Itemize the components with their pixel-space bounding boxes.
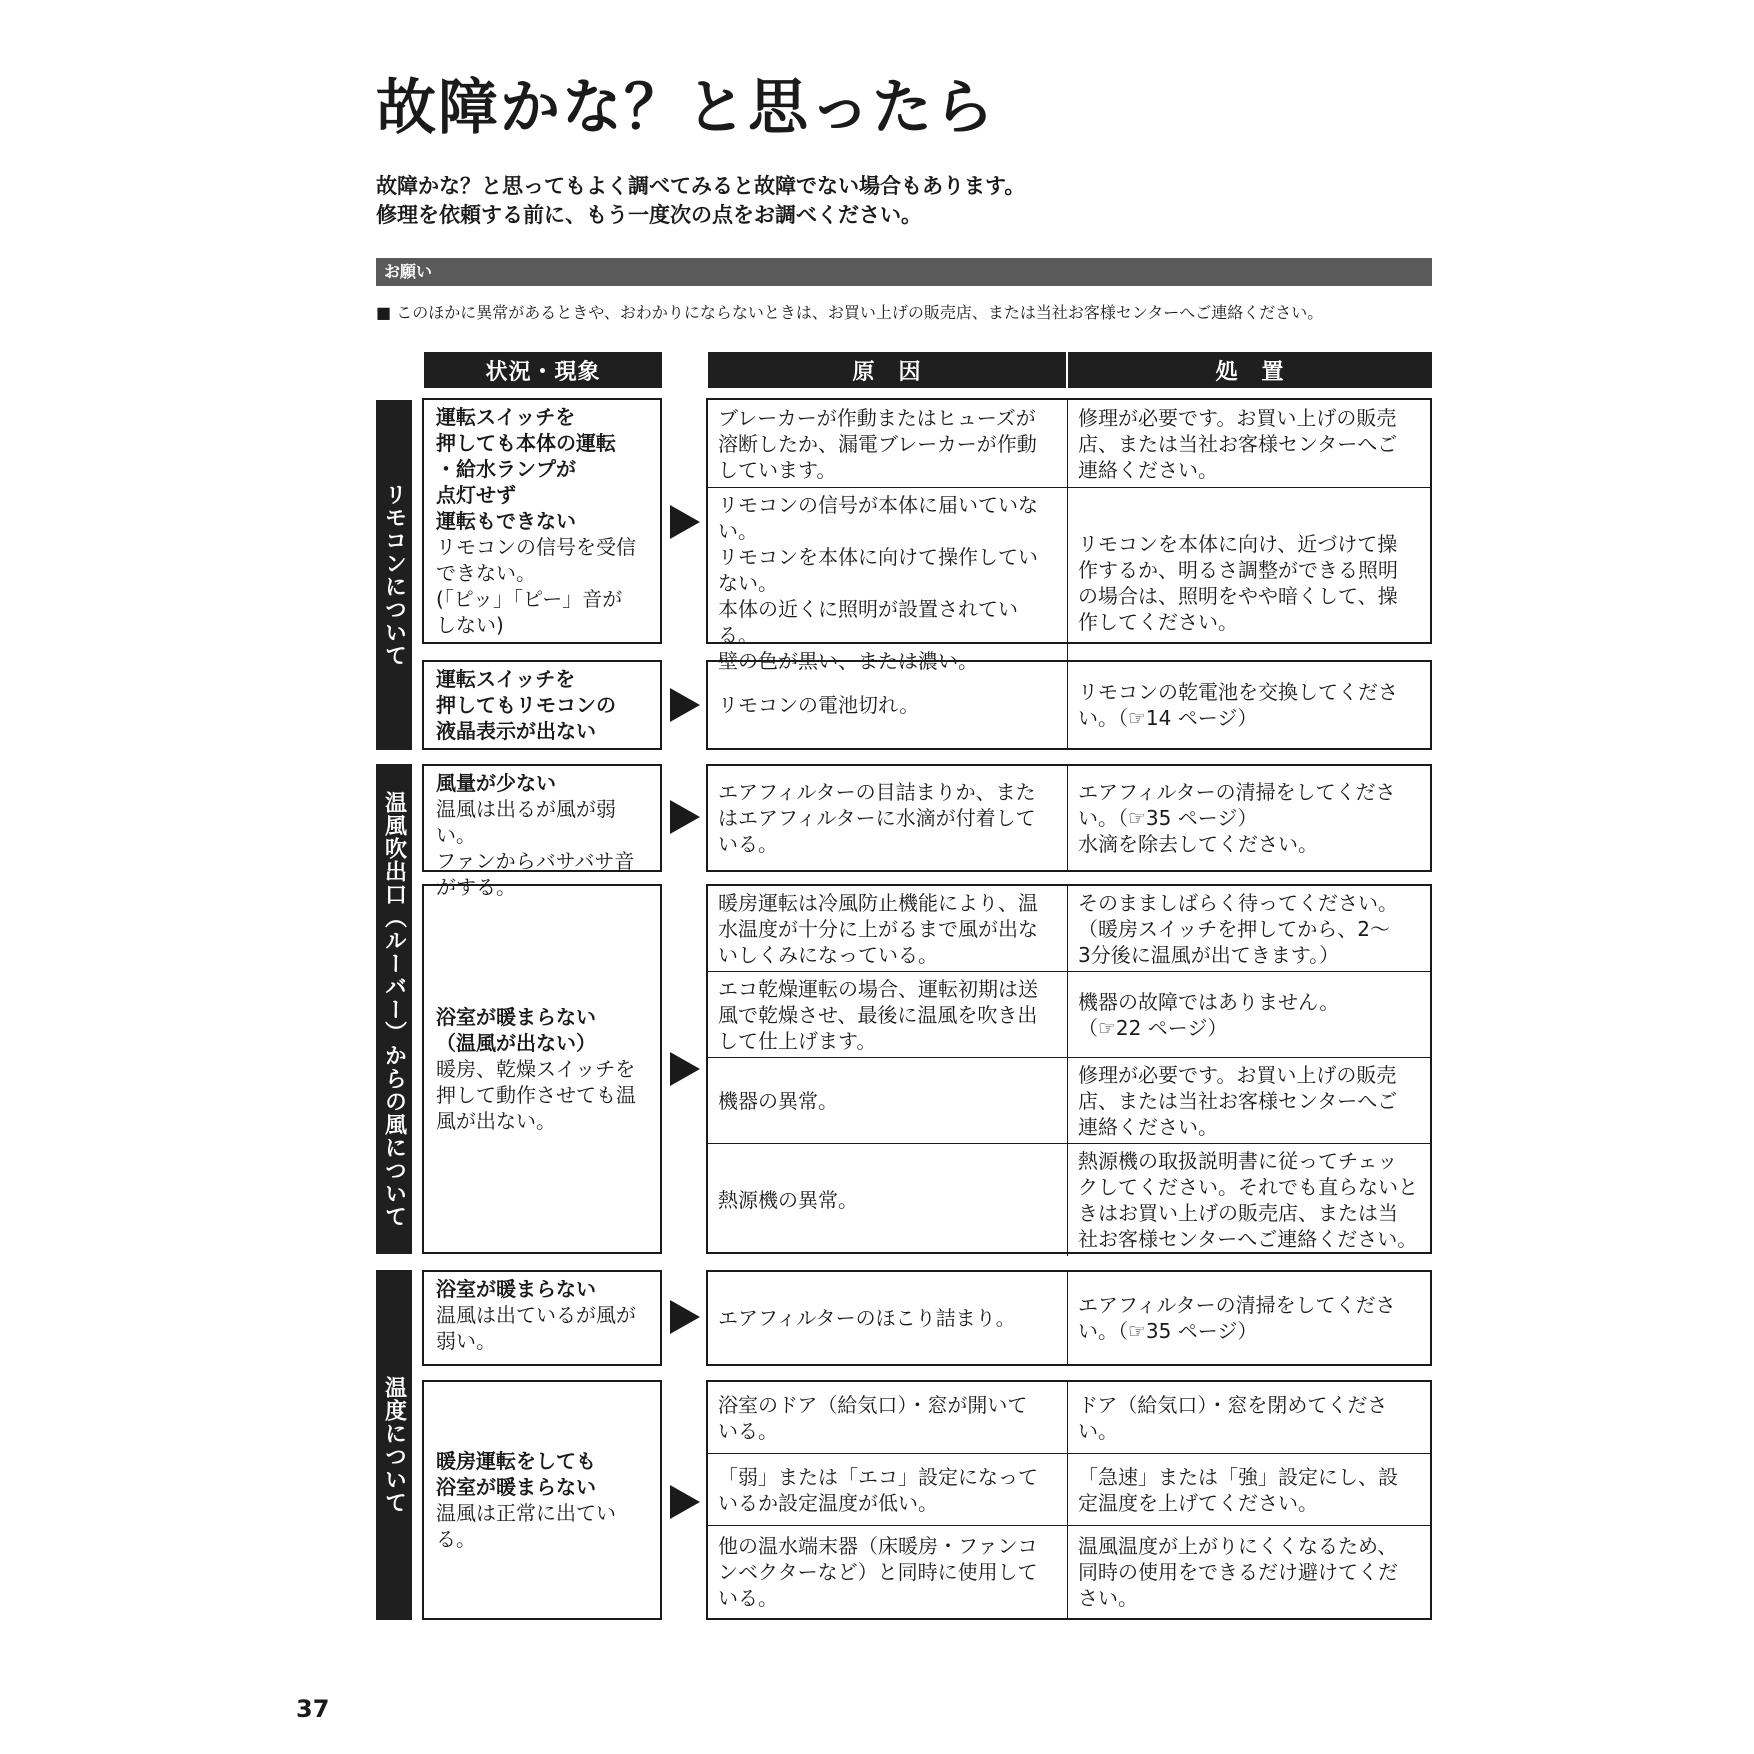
symptom-note: 温風は出るが風が弱い。 ファンからバサバサ音 がする。 (436, 797, 635, 899)
symptom-box (422, 884, 662, 1254)
cause-cell: 「弱」または「エコ」設定になって いるか設定温度が低い。 (708, 1454, 1068, 1526)
arrow-icon (670, 1052, 700, 1086)
section-label-airflow: 温風吹出口（ルーバー）からの風について (376, 764, 412, 1254)
remedy-cell: リモコンの乾電池を交換してくださ い。（☞14 ページ） (1078, 680, 1398, 730)
remedy-cell: 「急速」または「強」設定にし、設 定温度を上げてください。 (1068, 1454, 1430, 1526)
symptom-box (422, 764, 662, 899)
cause-cell: 熱源機の異常。 (708, 1144, 1068, 1256)
section-label-temperature: 温度について (376, 1270, 412, 1620)
symptom-title: 運転スイッチを 押しても本体の運転 ・給水ランプが 点灯せず 運転もできない (436, 405, 616, 533)
intro-line-2: 修理を依頼する前に、もう一度次の点をお調べください。 (376, 203, 922, 227)
remedy-cell: 修理が必要です。お買い上げの販売 店、または当社お客様センターへご 連絡ください。 (1068, 400, 1430, 488)
intro-line-1: 故障かな？と思ってもよく調べてみると故障でない場合もあります。 (376, 174, 1026, 198)
symptom-note: 温風は出ているが風が 弱い。 (436, 1303, 636, 1353)
symptom-title: 浴室が暖まらない (436, 1277, 596, 1301)
header-symptom: 状況・現象 (424, 352, 662, 388)
symptom-note: 温風は正常に出ている。 (436, 1501, 616, 1551)
cause-cell: エアフィルターの目詰まりか、また はエアフィルターに水滴が付着して いる。 (708, 766, 1068, 870)
cause-cell: リモコンの電池切れ。 (708, 662, 1068, 748)
symptom-box (422, 1270, 662, 1366)
arrow-icon (670, 1485, 700, 1519)
cause-remedy-table (706, 1270, 1432, 1366)
cause-cell: 他の温水端末器（床暖房・ファンコ ンベクターなど）と同時に使用して いる。 (708, 1526, 1068, 1618)
remedy-cell: 温風温度が上がりにくくなるため、 同時の使用をできるだけ避けてくだ さい。 (1078, 1534, 1398, 1610)
symptom-note: リモコンの信号を受信 できない。 (「ピッ」「ピー」音が しない) (436, 535, 636, 637)
page-title: 故障かな？と思ったら (376, 73, 996, 143)
cause-cell: エアフィルターのほこり詰まり。 (708, 1272, 1068, 1364)
cause-remedy-table (706, 884, 1432, 1254)
symptom-title: 運転スイッチを 押してもリモコンの 液晶表示が出ない (436, 667, 616, 743)
page-number: 37 (296, 1695, 330, 1723)
symptom-title: 風量が少ない (436, 771, 556, 795)
arrow-icon (670, 688, 700, 722)
symptom-title: 暖房運転をしても 浴室が暖まらない (436, 1449, 596, 1499)
cause-cell: 機器の異常。 (708, 1058, 1068, 1144)
remedy-cell: 熱源機の取扱説明書に従ってチェッ クしてください。それでも直らないと きはお買い上げの販売店、または当 社お客様センターへご連絡ください。 (1078, 1149, 1418, 1251)
section-label-remote: リモコンについて (376, 400, 412, 750)
remedy-cell: 修理が必要です。お買い上げの販売 店、または当社お客様センターへご 連絡ください。 (1068, 1058, 1430, 1144)
remedy-cell: エアフィルターの清掃をしてくださ い。（☞35 ページ） (1078, 1293, 1396, 1343)
remedy-cell: ドア（給気口）・窓を閉めてください。 (1068, 1382, 1430, 1454)
symptom-box (422, 398, 662, 644)
header-cause: 原 因 (708, 352, 1066, 388)
cause-remedy-table (706, 1380, 1432, 1620)
symptom-box (422, 660, 662, 750)
symptom-title: 浴室が暖まらない （温風が出ない） (436, 1005, 596, 1055)
cause-remedy-table (706, 764, 1432, 872)
header-remedy: 処 置 (1068, 352, 1432, 388)
arrow-icon (670, 505, 700, 539)
notice-text: ■ このほかに異常があるときや、おわかりにならないときは、お買い上げの販売店、または当社お客様センターへご連絡ください。 (376, 303, 1324, 322)
symptom-note: 暖房、乾燥スイッチを 押して動作させても温 風が出ない。 (436, 1057, 636, 1133)
cause-cell: リモコンの信号が本体に届いていない。 リモコンを本体に向けて操作していない。 本体の近くに照明が設置されている。 壁の色が黒い、または濃い。 (708, 488, 1068, 678)
cause-cell: 浴室のドア（給気口）・窓が開いて いる。 (708, 1382, 1068, 1454)
arrow-icon (670, 800, 700, 834)
cause-cell: ブレーカーが作動またはヒューズが 溶断したか、漏電ブレーカーが作動 しています。 (708, 400, 1068, 488)
remedy-cell: リモコンを本体に向け、近づけて操 作するか、明るさ調整ができる照明 の場合は、照明をやや暗くして、操 作してください。 (1078, 532, 1398, 634)
remedy-cell: 機器の故障ではありません。 （☞22 ページ） (1068, 972, 1430, 1058)
cause-cell: 暖房運転は冷風防止機能により、温 水温度が十分に上がるまで風が出な いしくみになっている。 (708, 886, 1068, 972)
notice-heading: お願い (376, 258, 1432, 286)
remedy-cell: そのまましばらく待ってください。 （暖房スイッチを押してから、2～ 3分後に温風が出てきます。） (1068, 886, 1430, 972)
remedy-cell: エアフィルターの清掃をしてくださ い。（☞35 ページ） 水滴を除去してください。 (1078, 780, 1396, 856)
cause-cell: エコ乾燥運転の場合、運転初期は送 風で乾燥させ、最後に温風を吹き出 して仕上げます。 (708, 972, 1068, 1058)
intro-text (376, 172, 1025, 230)
arrow-icon (670, 1300, 700, 1334)
cause-remedy-table (706, 398, 1432, 673)
cause-remedy-table (706, 660, 1432, 750)
symptom-box (422, 1380, 662, 1620)
